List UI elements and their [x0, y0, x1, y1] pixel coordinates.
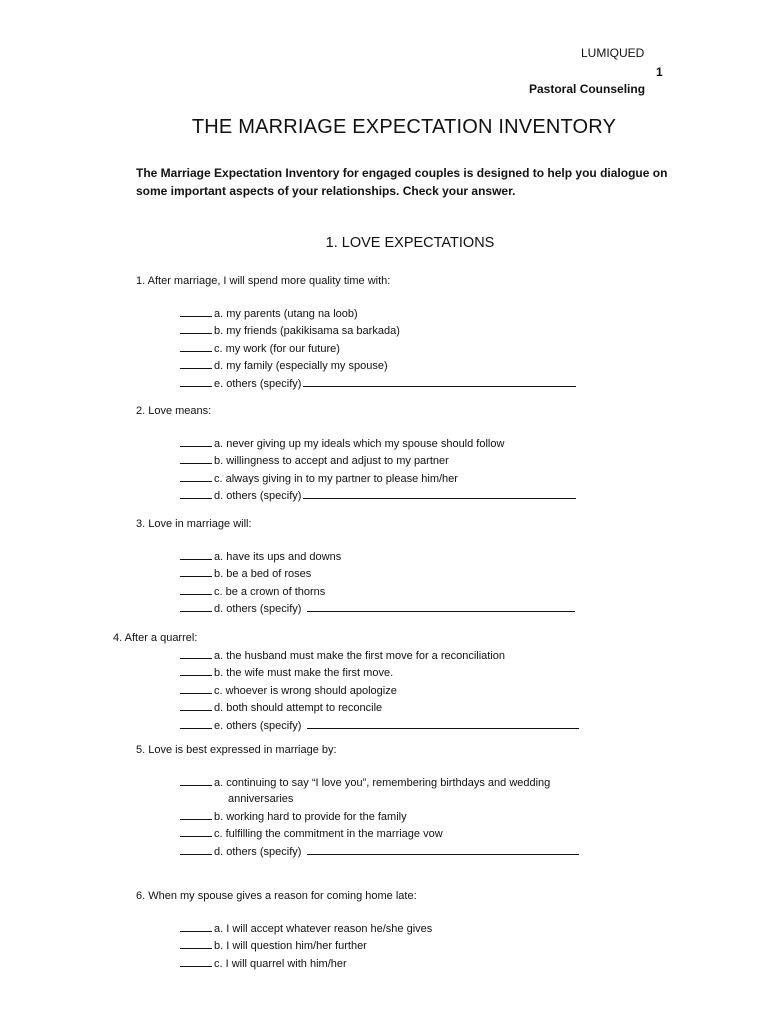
answer-blank[interactable] [180, 600, 212, 612]
option-item[interactable]: c. whoever is wrong should apologize [180, 682, 579, 700]
specify-line[interactable] [303, 375, 576, 387]
answer-blank[interactable] [180, 470, 212, 482]
option-list [180, 647, 579, 735]
option-item[interactable]: b. willingness to accept and adjust to my partner [180, 452, 576, 470]
option-item[interactable]: c. always giving in to my partner to please him/her [180, 470, 576, 488]
option-item[interactable]: c. I will quarrel with him/her [180, 955, 432, 973]
option-item[interactable]: b. my friends (pakikisama sa barkada) [180, 322, 576, 340]
option-item[interactable]: a. continuing to say “I love you”, remembering birthdays and wedding [180, 774, 579, 792]
question-6 [136, 888, 432, 972]
option-item[interactable]: a. have its ups and downs [180, 548, 575, 566]
question-2 [136, 403, 576, 505]
answer-blank[interactable] [180, 452, 212, 464]
option-list [180, 920, 432, 973]
option-item[interactable]: a. never giving up my ideals which my spouse should follow [180, 435, 576, 453]
intro-line-1: The Marriage Expectation Inventory for engaged couples is designed to help you dialogue on [136, 166, 668, 180]
option-continuation: anniversaries [228, 793, 294, 805]
answer-blank[interactable] [180, 699, 212, 711]
option-item[interactable]: a. my parents (utang na loob) [180, 305, 576, 323]
answer-blank[interactable] [180, 357, 212, 369]
option-item[interactable]: d. my family (especially my spouse) [180, 357, 576, 375]
option-item[interactable]: c. fulfilling the commitment in the marriage vow [180, 825, 579, 843]
option-item[interactable]: b. be a bed of roses [180, 565, 575, 583]
question-text: 2. Love means: [136, 405, 212, 417]
section-title: 1. LOVE EXPECTATIONS [325, 235, 495, 251]
specify-line[interactable] [307, 717, 579, 729]
answer-blank[interactable] [180, 682, 212, 694]
answer-blank[interactable] [180, 955, 212, 967]
answer-blank[interactable] [180, 825, 212, 837]
option-item[interactable]: c. my work (for our future) [180, 340, 576, 358]
question-text: 6. When my spouse gives a reason for coming home late: [136, 890, 417, 902]
specify-line[interactable] [307, 600, 575, 612]
option-item[interactable]: a. the husband must make the first move for a reconciliation [180, 647, 579, 665]
header-course: Pastoral Counseling [529, 82, 646, 96]
specify-line[interactable] [307, 843, 579, 855]
question-4 [113, 630, 579, 734]
answer-blank[interactable] [180, 583, 212, 595]
option-item[interactable]: e. others (specify) [180, 375, 576, 393]
question-3 [136, 516, 575, 618]
answer-blank[interactable] [180, 937, 212, 949]
option-list [180, 435, 576, 505]
answer-blank[interactable] [180, 717, 212, 729]
answer-blank[interactable] [180, 322, 212, 334]
question-text: 3. Love in marriage will: [136, 518, 252, 530]
question-text: 4. After a quarrel: [113, 632, 198, 644]
header-author: LUMIQUED [581, 46, 645, 60]
option-list [180, 548, 575, 618]
question-5 [136, 742, 579, 860]
option-item[interactable]: b. I will question him/her further [180, 937, 432, 955]
specify-line[interactable] [303, 487, 576, 499]
answer-blank[interactable] [180, 375, 212, 387]
question-1 [136, 273, 576, 392]
answer-blank[interactable] [180, 664, 212, 676]
intro-line-2: some important aspects of your relationships. Check your answer. [136, 184, 516, 198]
answer-blank[interactable] [180, 808, 212, 820]
option-item[interactable]: b. the wife must make the first move. [180, 664, 579, 682]
option-item[interactable]: d. both should attempt to reconcile [180, 699, 579, 717]
question-text: 5. Love is best expressed in marriage by: [136, 744, 337, 756]
answer-blank[interactable] [180, 340, 212, 352]
answer-blank[interactable] [180, 305, 212, 317]
answer-blank[interactable] [180, 565, 212, 577]
answer-blank[interactable] [180, 548, 212, 560]
document-title: THE MARRIAGE EXPECTATION INVENTORY [191, 116, 617, 138]
option-item[interactable]: e. others (specify) [180, 717, 579, 735]
option-item[interactable]: a. I will accept whatever reason he/she gives [180, 920, 432, 938]
answer-blank[interactable] [180, 647, 212, 659]
option-item[interactable]: d. others (specify) [180, 843, 579, 861]
option-list [180, 305, 576, 393]
option-item[interactable]: c. be a crown of thorns [180, 583, 575, 601]
answer-blank[interactable] [180, 843, 212, 855]
answer-blank[interactable] [180, 920, 212, 932]
option-list [180, 774, 579, 861]
answer-blank[interactable] [180, 774, 212, 786]
answer-blank[interactable] [180, 435, 212, 447]
option-item[interactable]: d. others (specify) [180, 600, 575, 618]
option-item[interactable]: b. working hard to provide for the family [180, 808, 579, 826]
page-number: 1 [656, 65, 663, 79]
intro-paragraph [136, 164, 676, 200]
answer-blank[interactable] [180, 487, 212, 499]
option-item[interactable]: d. others (specify) [180, 487, 576, 505]
question-text: 1. After marriage, I will spend more quality time with: [136, 275, 391, 287]
